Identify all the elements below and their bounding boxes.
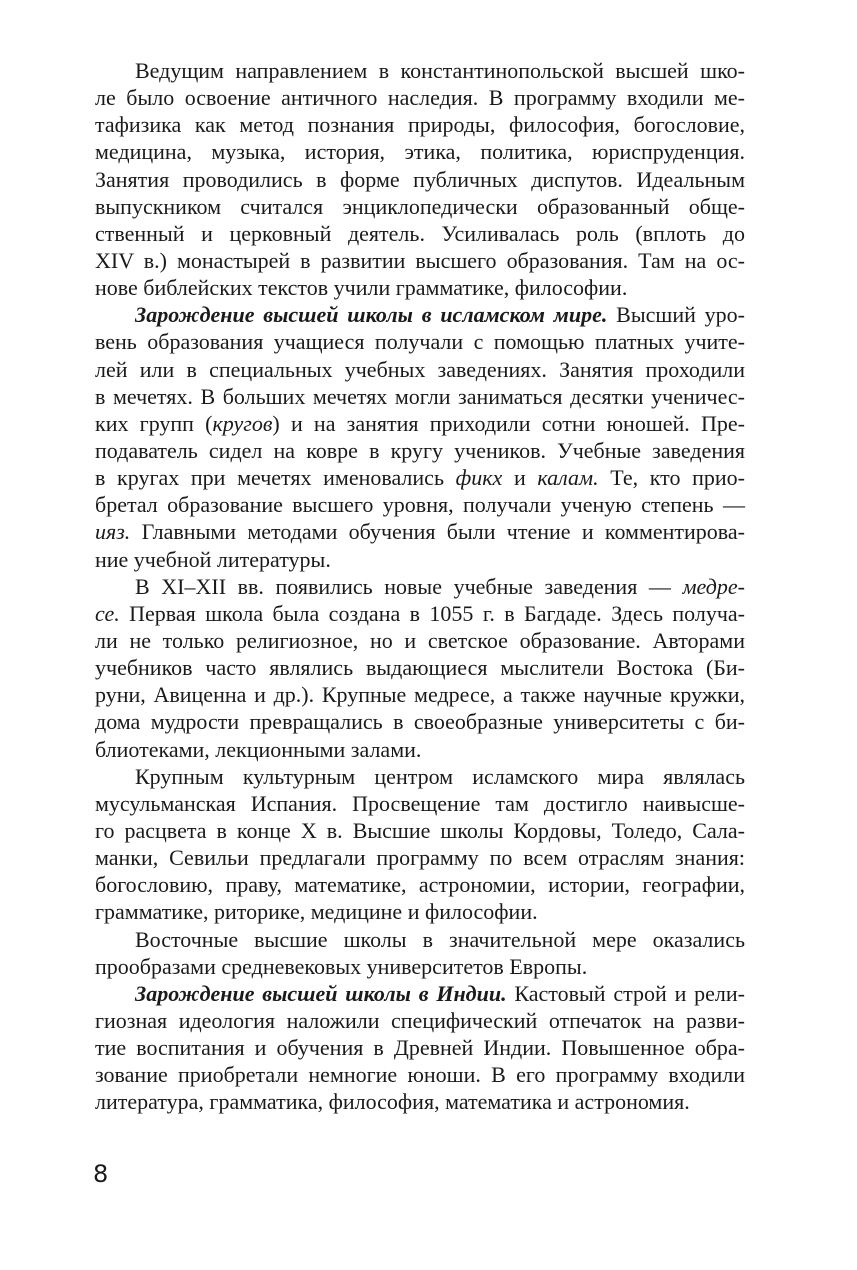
- text-line: [95, 111, 745, 138]
- text-run: руни, Авиценна и др.). Крупные медресе, а также научные кружки,: [95, 682, 745, 708]
- text-line: [95, 817, 745, 844]
- text-line: [95, 1061, 745, 1088]
- text-line: [95, 247, 745, 274]
- text-line: [95, 763, 745, 790]
- text-run: XIV в.) монастырей в развитии высшего образования. Там на ос-: [95, 247, 745, 273]
- text-run: дома мудрости превращались в своеобразные университеты с би-: [95, 709, 745, 735]
- text-run: в мечетях. В больших мечетях могли заниматься десятки ученичес-: [95, 383, 745, 409]
- text-run: В XI–XII вв. появились новые учебные заведения —: [135, 573, 683, 599]
- italic-term: фикх: [455, 465, 503, 491]
- text-line: [95, 1088, 745, 1115]
- text-run: Первая школа была создана в 1055 г. в Багдаде. Здесь получа-: [119, 600, 745, 626]
- text-run: лей или в специальных учебных заведениях. Занятия проходили: [95, 356, 745, 382]
- text-run: Те, кто прио-: [598, 465, 745, 491]
- text-line: [95, 790, 745, 817]
- text-run: учебников часто являлись выдающиеся мыслители Востока (Би-: [95, 655, 745, 681]
- text-run: мусульманская Испания. Просвещение там достигло наивысше-: [95, 790, 745, 816]
- text-line: [95, 1034, 745, 1061]
- text-run: тафизика как метод познания природы, философия, богословие,: [95, 112, 745, 138]
- text-run: богословию, праву, математике, астрономии, истории, географии,: [95, 872, 745, 898]
- italic-term: ияз.: [95, 519, 131, 545]
- text-run: Главными методами обучения были чтение и комментирова-: [130, 519, 745, 545]
- text-line: [95, 573, 745, 600]
- text-line: [95, 193, 745, 220]
- text-run: подаватель сидел на ковре в кругу учеников. Учебные заведения: [95, 437, 745, 463]
- text-line: [95, 898, 745, 925]
- text-run: выпускником считался энциклопедически образованный обще-: [95, 193, 745, 219]
- text-run: Высший уро-: [607, 302, 745, 328]
- text-run: ли не только религиозное, но и светское образование. Авторами: [95, 627, 745, 653]
- text-line: [95, 274, 745, 301]
- text-run: ) и на занятия приходили сотни юношей. Пре-: [272, 410, 745, 436]
- text-run: и: [502, 465, 538, 491]
- text-run: ственный и церковный деятель. Усиливалась роль (вплоть до: [95, 220, 745, 246]
- text-line: [95, 546, 745, 573]
- text-line: [95, 491, 745, 518]
- text-run: прообразами средневековых университетов Европы.: [95, 953, 588, 979]
- text-run: ле было освоение античного наследия. В программу входили ме-: [95, 85, 745, 111]
- paragraph-4: [95, 763, 745, 926]
- text-run: Занятия проводились в форме публичных диспутов. Идеальным: [95, 166, 745, 192]
- text-line: [95, 138, 745, 165]
- text-line: [95, 410, 745, 437]
- text-run: блиотеками, лекционными залами.: [95, 736, 422, 762]
- section-heading: Зарождение высшей школы в Индии.: [135, 980, 507, 1006]
- text-line: [95, 681, 745, 708]
- page-number: 8: [93, 1160, 109, 1188]
- text-line: [95, 301, 745, 328]
- italic-term: се.: [95, 600, 120, 626]
- text-line: [95, 57, 745, 84]
- text-run: зование приобретали немногие юноши. В его программу входили: [95, 1062, 745, 1088]
- text-run: манки, Севильи предлагали программу по всем отраслям знания:: [95, 845, 745, 871]
- italic-term: кругов: [212, 410, 273, 436]
- text-run: тие воспитания и обучения в Древней Индии. Повышенное обра-: [95, 1035, 745, 1061]
- text-line: [95, 708, 745, 735]
- text-line: [95, 926, 745, 953]
- text-run: Кастовый строй и рели-: [506, 980, 746, 1006]
- text-run: грамматике, риторике, медицине и философии.: [95, 899, 538, 925]
- text-line: [95, 356, 745, 383]
- text-line: [95, 1007, 745, 1034]
- text-line: [95, 627, 745, 654]
- text-run: в кругах при мечетях именовались: [95, 465, 456, 491]
- text-run: литература, грамматика, философия, математика и астрономия.: [95, 1089, 690, 1115]
- text-run: ние учебной литературы.: [95, 546, 331, 572]
- italic-term: калам.: [537, 465, 599, 491]
- italic-term: медре-: [682, 573, 745, 599]
- text-run: гиозная идеология наложили специфический отпечаток на разви-: [95, 1007, 745, 1033]
- text-run: Крупным культурным центром исламского мира являлась: [135, 763, 745, 789]
- text-run: вень образования учащиеся получали с помощью платных учите-: [95, 329, 745, 355]
- text-line: [95, 464, 745, 491]
- text-run: Восточные высшие школы в значительной мере оказались: [135, 926, 745, 952]
- text-line: [95, 953, 745, 980]
- text-line: [95, 518, 745, 545]
- text-line: [95, 328, 745, 355]
- page-body: [95, 57, 745, 1115]
- text-line: [95, 844, 745, 871]
- text-line: [95, 600, 745, 627]
- text-run: медицина, музыка, история, этика, политика, юриспруденция.: [95, 139, 745, 165]
- paragraph-3: [95, 573, 745, 763]
- text-run: го расцвета в конце X в. Высшие школы Кордовы, Толедо, Сала-: [95, 817, 745, 843]
- text-run: нове библейских текстов учили грамматике, философии.: [95, 275, 628, 301]
- paragraph-2: [95, 301, 745, 572]
- text-line: [95, 871, 745, 898]
- text-run: Ведущим направлением в константинопольской высшей шко-: [135, 58, 745, 83]
- text-line: [95, 654, 745, 681]
- text-line: [95, 84, 745, 111]
- text-line: [95, 383, 745, 410]
- text-line: [95, 166, 745, 193]
- paragraph-5: [95, 926, 745, 980]
- text-run: ких групп (: [95, 410, 213, 436]
- text-line: [95, 980, 745, 1007]
- text-run: бретал образование высшего уровня, получали ученую степень —: [95, 492, 745, 518]
- paragraph-6: [95, 980, 745, 1116]
- text-line: [95, 437, 745, 464]
- text-line: [95, 736, 745, 763]
- paragraph-1: [95, 57, 745, 301]
- section-heading: Зарождение высшей школы в исламском мире.: [135, 302, 608, 328]
- text-line: [95, 220, 745, 247]
